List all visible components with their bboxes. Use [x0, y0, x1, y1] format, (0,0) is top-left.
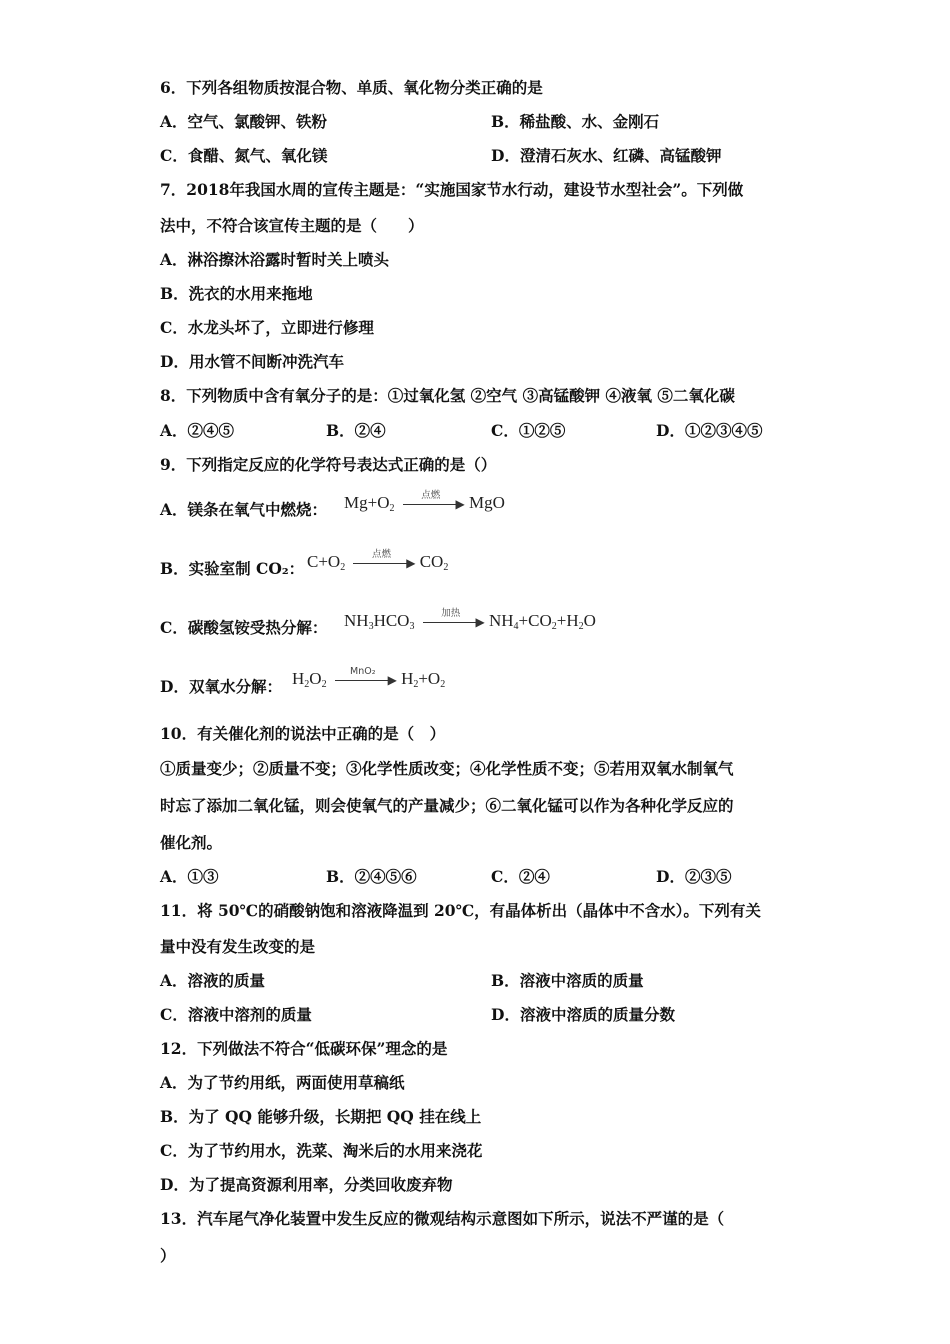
reaction-arrow-icon: 点燃 ▶ — [399, 494, 465, 514]
q6-option-a: A．空气、氯酸钾、铁粉 — [160, 112, 328, 131]
q10-statement-line1: ①质量变少；②质量不变；③化学性质改变；④化学性质不变；⑤若用双氧水制氧气 — [160, 759, 734, 778]
reaction-arrow-icon: 加热 ▶ — [419, 612, 485, 632]
q9-option-b-equation: $C+O_2$ 点燃 ▶ $CO_2$ — [307, 549, 449, 573]
q11-stem-line2: 量中没有发生改变的是 — [160, 937, 316, 956]
q10-option-b: B．②④⑤⑥ — [326, 867, 417, 886]
q9-option-d-equation: $H_2O_2$ MnO₂ ▶ $H_2+O_2$ — [292, 666, 446, 690]
q9-stem: 9．下列指定反应的化学符号表达式正确的是（） — [160, 455, 497, 474]
q10-statement-line2: 时忘了添加二氧化锰，则会使氧气的产量减少；⑥二氧化锰可以作为各种化学反应的 — [160, 796, 734, 815]
q6-option-d: D．澄清石灰水、红磷、高锰酸钾 — [491, 146, 722, 165]
q7-option-c: C．水龙头坏了，立即进行修理 — [160, 318, 374, 337]
q9-option-a-label: A．镁条在氧气中燃烧： — [160, 500, 328, 519]
q7-stem-line2: 法中，不符合该宣传主题的是（ ） — [160, 216, 424, 235]
q11-stem-line1: 11．将 50℃的硝酸钠饱和溶液降温到 20℃，有晶体析出（晶体中不含水）。下列有关 — [160, 901, 761, 920]
q11-option-c: C．溶液中溶剂的质量 — [160, 1005, 312, 1024]
q6-option-b: B．稀盐酸、水、金刚石 — [491, 112, 660, 131]
q10-option-d: D．②③⑤ — [656, 867, 732, 886]
q9-option-c-equation: $NH_3HCO_3$ 加热 ▶ $NH_4+CO_2+H_2O$ — [344, 608, 596, 632]
q12-option-b: B．为了 QQ 能够升级，长期把 QQ 挂在线上 — [160, 1107, 482, 1126]
q9-option-a-equation: $Mg+O_2$ 点燃 ▶ MgO — [344, 490, 505, 514]
q10-stem: 10．有关催化剂的说法中正确的是（ ） — [160, 724, 446, 743]
q10-option-c: C．②④ — [491, 867, 550, 886]
q8-stem: 8．下列物质中含有氧分子的是：①过氧化氢 ②空气 ③高锰酸钾 ④液氧 ⑤二氧化碳 — [160, 386, 735, 405]
q9-option-b-label: B．实验室制 CO₂： — [160, 559, 305, 578]
q10-statement-line3: 催化剂。 — [160, 833, 223, 852]
q6-option-c: C．食醋、氮气、氧化镁 — [160, 146, 328, 165]
q13-stem-line2: ） — [160, 1246, 176, 1265]
q11-option-b: B．溶液中溶质的质量 — [491, 971, 644, 990]
q12-option-a: A．为了节约用纸，两面使用草稿纸 — [160, 1073, 405, 1092]
q13-stem-line1: 13．汽车尾气净化装置中发生反应的微观结构示意图如下所示，说法不严谨的是（ — [160, 1209, 725, 1228]
q7-option-a: A．淋浴擦沐浴露时暂时关上喷头 — [160, 250, 390, 269]
q6-stem: 6．下列各组物质按混合物、单质、氧化物分类正确的是 — [160, 78, 543, 97]
q7-option-b: B．洗衣的水用来拖地 — [160, 284, 313, 303]
q8-option-d: D．①②③④⑤ — [656, 421, 763, 440]
q8-option-b: B．②④ — [326, 421, 386, 440]
q11-option-a: A．溶液的质量 — [160, 971, 266, 990]
q11-option-d: D．溶液中溶质的质量分数 — [491, 1005, 675, 1024]
q8-option-a: A．②④⑤ — [160, 421, 235, 440]
q9-option-c-label: C．碳酸氢铵受热分解： — [160, 618, 328, 637]
q10-option-a: A．①③ — [160, 867, 219, 886]
reaction-arrow-icon: MnO₂ ▶ — [331, 670, 397, 690]
q12-stem: 12．下列做法不符合“低碳环保”理念的是 — [160, 1039, 448, 1058]
q7-option-d: D．用水管不间断冲洗汽车 — [160, 352, 344, 371]
q9-option-d-label: D．双氧水分解： — [160, 677, 282, 696]
q12-option-c: C．为了节约用水，洗菜、淘米后的水用来浇花 — [160, 1141, 483, 1160]
q12-option-d: D．为了提高资源利用率，分类回收废弃物 — [160, 1175, 453, 1194]
q7-stem-line1: 7．2018年我国水周的宣传主题是：“实施国家节水行动，建设节水型社会”。下列做 — [160, 180, 744, 199]
reaction-arrow-icon: 点燃 ▶ — [349, 553, 415, 573]
q8-option-c: C．①②⑤ — [491, 421, 566, 440]
